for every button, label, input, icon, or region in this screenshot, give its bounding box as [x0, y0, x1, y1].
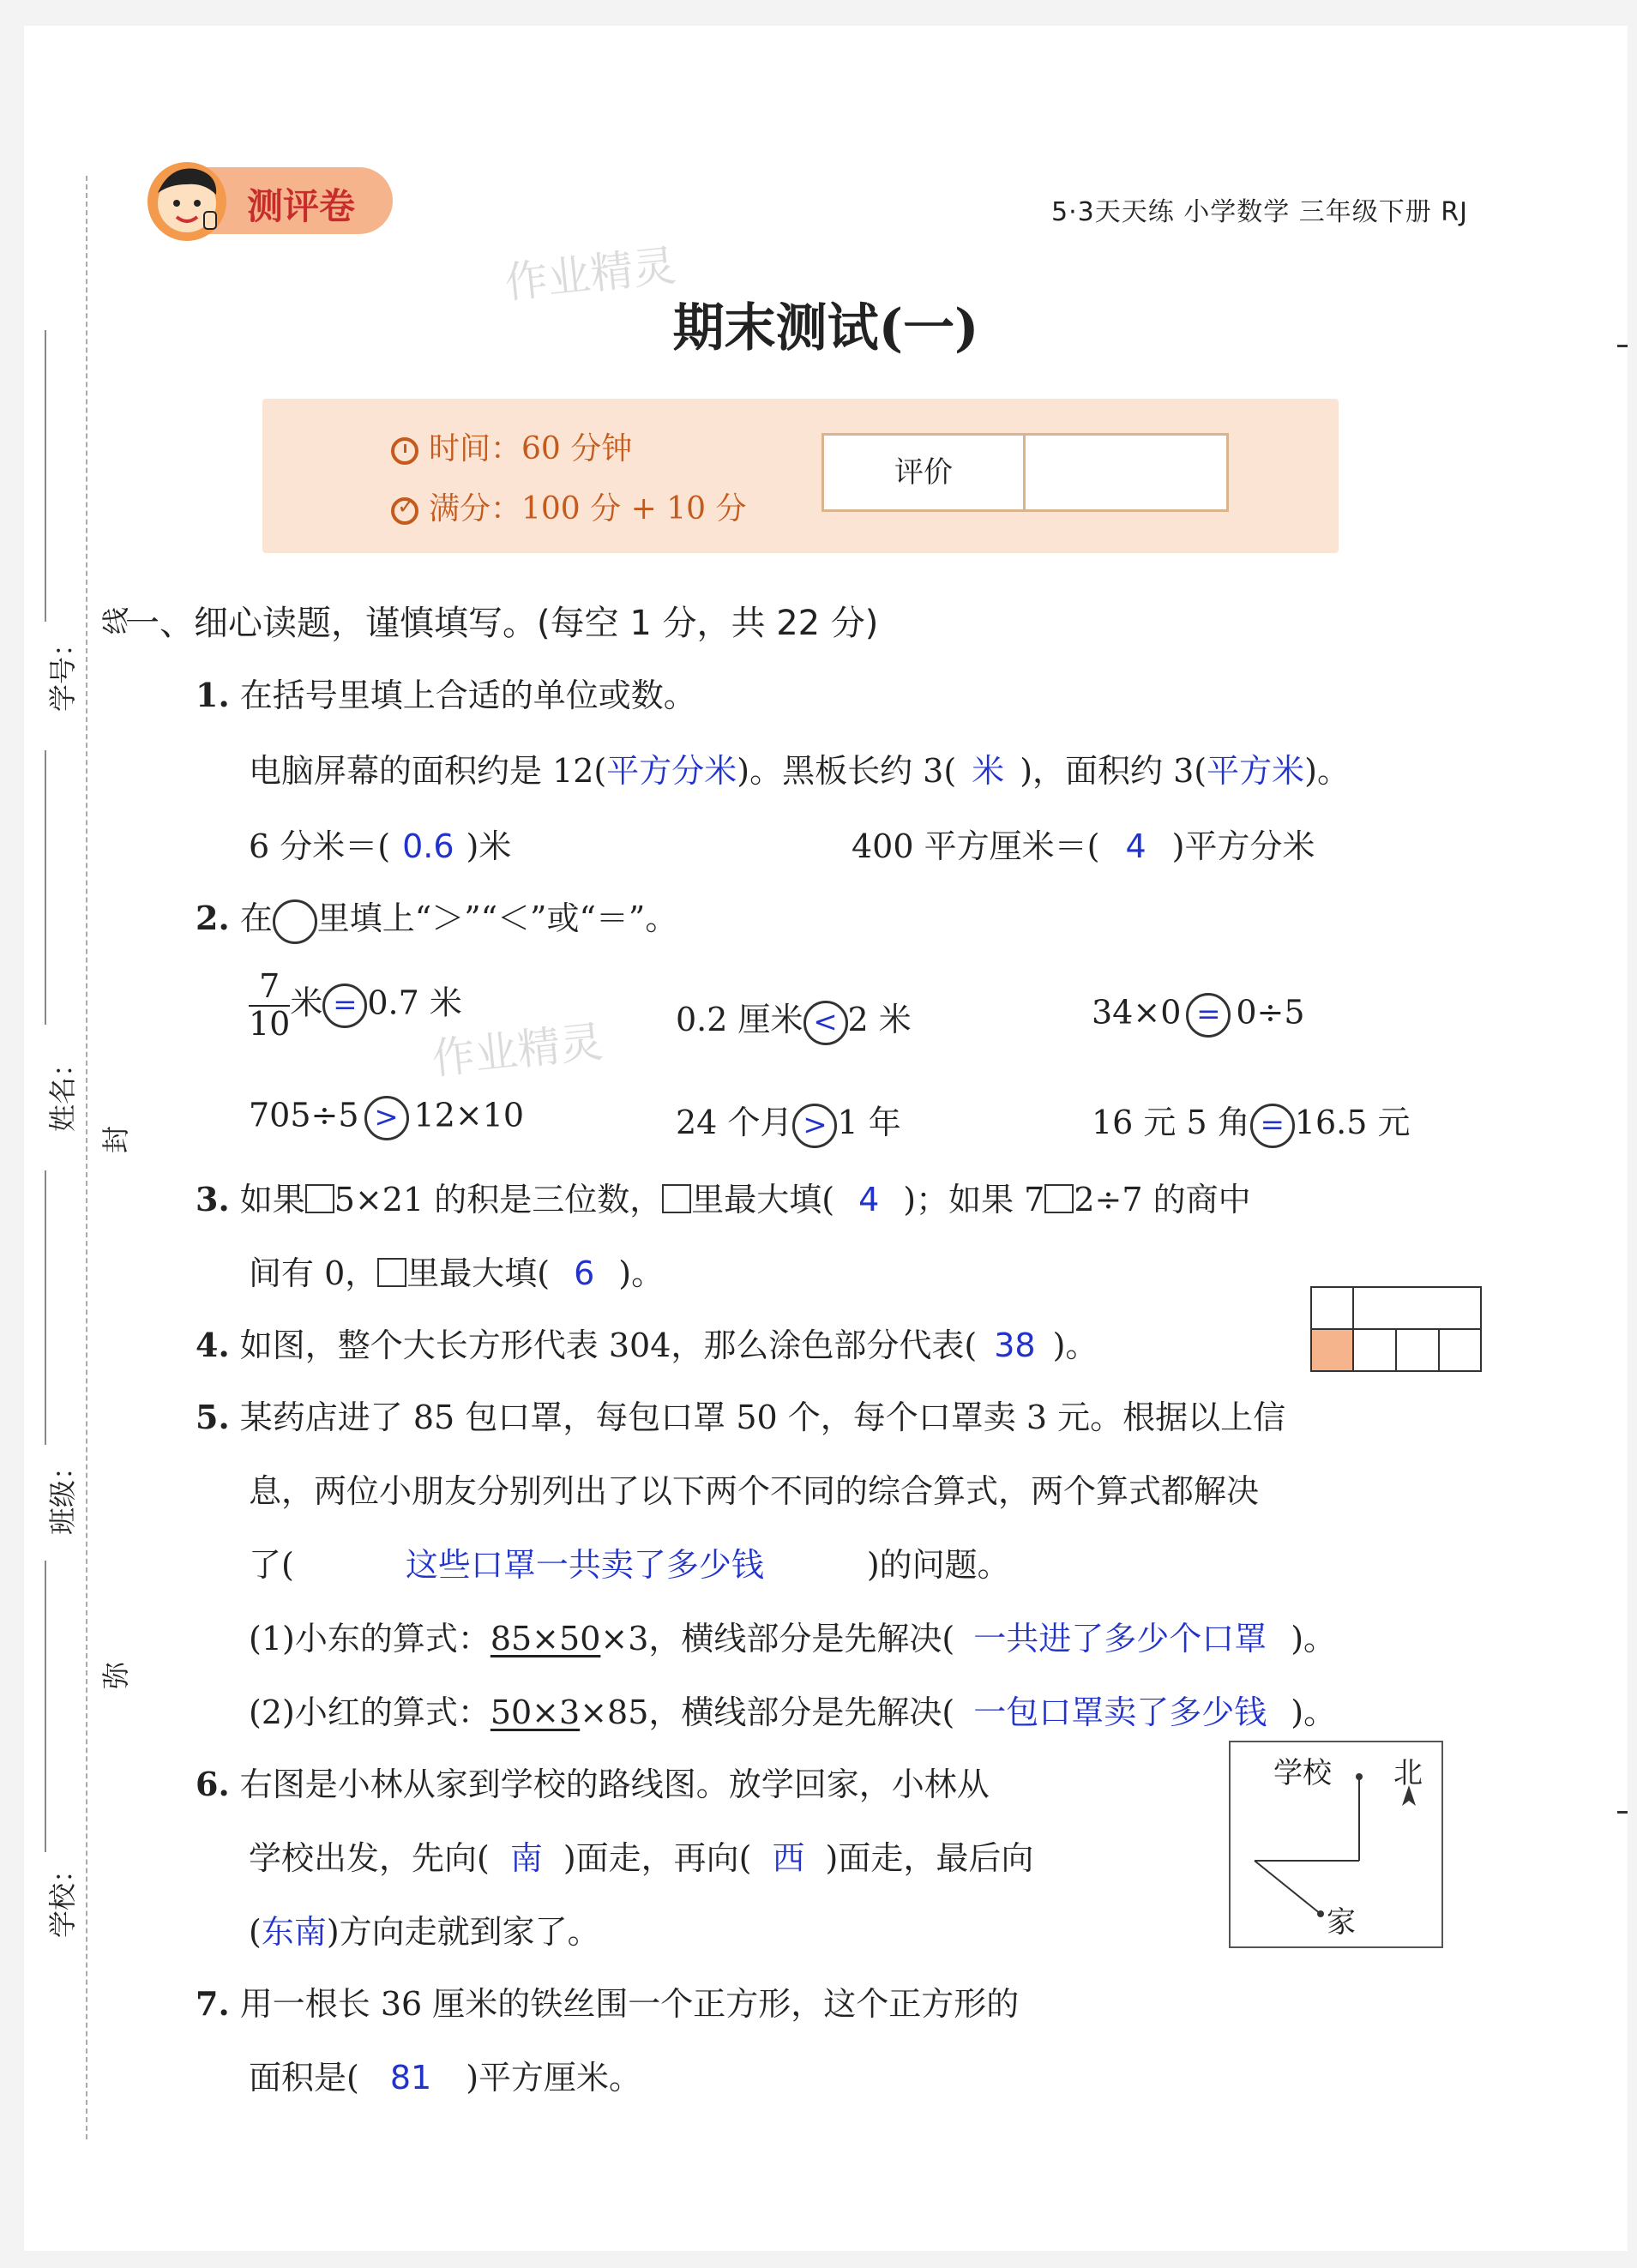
q2-item-5-right: 1 年 [837, 1104, 901, 1141]
q5-text-1: 某药店进了 85 包口罩，每包口罩 50 个，每个口罩卖 3 元。根据以上信 [239, 1399, 1286, 1436]
blank-square-icon [662, 1184, 691, 1213]
q2-item-3-right: 0÷5 [1236, 993, 1305, 1032]
score-text: 满分：100 分 + 10 分 [429, 491, 747, 526]
q6-answer-2: 西 [772, 1839, 805, 1877]
binding-dashed-line [86, 176, 87, 2139]
student-id-line [45, 330, 46, 622]
q6-answer-1: 南 [509, 1839, 543, 1877]
check-icon [391, 497, 418, 525]
q3-text-g: 里最大填( [406, 1254, 551, 1292]
q6-text-2b: )面走，再向( [563, 1839, 752, 1877]
map-home-label: 家 [1327, 1905, 1356, 1940]
q5-sub-1-b: ×3，横线部分是先解决( [600, 1620, 955, 1657]
q3-text-e: 2÷7 的商中 [1074, 1181, 1251, 1218]
q5-answer-1: 这些口罩一共卖了多少钱 [405, 1546, 764, 1584]
q2-answer-4: > [364, 1096, 409, 1140]
q2-text-a: 在 [239, 899, 273, 937]
q7-text-1: 用一根长 36 厘米的铁丝围一个正方形，这个正方形的 [239, 1985, 1020, 2023]
q5-sub-1-c: )。 [1291, 1620, 1337, 1657]
q4-text-end: )。 [1052, 1327, 1098, 1364]
q1-line1 [249, 744, 1350, 791]
q5-text-3b: )的问题。 [866, 1546, 1010, 1584]
q5-answer-2: 一共进了多少个口罩 [973, 1620, 1267, 1657]
q6-line1 [196, 1758, 990, 1805]
watermark-2: 作业精灵 [429, 1016, 605, 1085]
clock-icon [391, 437, 418, 465]
q2-item-3 [1092, 993, 1305, 1038]
q1-answer-1: 平方分米 [606, 752, 737, 790]
score-row [391, 484, 746, 528]
q3-line1 [196, 1173, 1251, 1220]
q2-item-5 [676, 1096, 901, 1148]
q6-text-3b: )方向走就到家了。 [326, 1913, 600, 1951]
q3-answer-1: 4 [858, 1181, 880, 1218]
q5-line3 [249, 1538, 1010, 1585]
school-line [45, 1561, 46, 1852]
evaluation-label: 评价 [824, 436, 1026, 509]
q3-text-a: 如果 [239, 1181, 305, 1218]
q5-sub-2-c: )。 [1291, 1693, 1337, 1731]
q3-text-b: 5×21 的积是三位数， [334, 1181, 663, 1218]
map-north-label: 北 [1393, 1756, 1423, 1790]
q2-item-5-left: 24 个月 [676, 1104, 793, 1141]
q1-text-h: )平方分米 [1171, 827, 1315, 865]
q2-answer-3: = [1186, 993, 1231, 1038]
q1-number: 1. [196, 676, 230, 714]
q3-text-h: )。 [618, 1254, 665, 1292]
edge-tick [1617, 1811, 1628, 1814]
fraction-denominator: 10 [249, 1004, 291, 1043]
name-label: 姓名： [46, 1049, 79, 1132]
name-line [45, 750, 46, 1025]
q5-sub-2-underlined: 50×3 [490, 1693, 581, 1731]
fraction-numerator: 7 [249, 969, 290, 1007]
q2-answer-5: > [792, 1104, 837, 1148]
route-map [1229, 1741, 1443, 1948]
q2-item-1-left: 米 [290, 984, 323, 1022]
q3-text-d: )；如果 7 [903, 1181, 1045, 1218]
q1-text: 在括号里填上合适的单位或数。 [239, 677, 696, 714]
watermark: 作业精灵 [502, 240, 678, 309]
q5-number: 5. [196, 1398, 230, 1436]
q4-number: 4. [196, 1326, 230, 1364]
q5-line1 [196, 1391, 1285, 1438]
q5-line2: 息，两位小朋友分别列出了以下两个不同的综合算式，两个算式都解决 [249, 1472, 1260, 1510]
q5-answer-3: 一包口罩卖了多少钱 [973, 1693, 1267, 1731]
q2-item-6-left: 16 元 5 角 [1092, 1104, 1250, 1141]
blank-square-icon [377, 1258, 406, 1287]
q5-sub-2-a: (2)小红的算式： [249, 1693, 490, 1731]
seal-mark-2: 弥 [99, 1661, 132, 1689]
q6-number: 6. [196, 1765, 230, 1803]
q2-item-2 [676, 993, 912, 1045]
q1-line3 [852, 820, 1315, 867]
q6-text-2c: )面走，最后向 [825, 1839, 1034, 1877]
q6-text-2a: 学校出发，先向( [249, 1839, 490, 1877]
edge-tick [1617, 345, 1628, 347]
q2-item-4 [249, 1096, 524, 1140]
q2-item-6-right: 16.5 元 [1294, 1104, 1411, 1141]
q3-number: 3. [196, 1180, 230, 1218]
test-badge-label: 测评卷 [247, 185, 356, 227]
q5-sub-1-a: (1)小东的算式： [249, 1620, 490, 1657]
student-id-label: 学号： [46, 629, 79, 712]
q2-prompt [196, 892, 677, 944]
q1-answer-3: 平方米 [1207, 752, 1305, 790]
fraction [249, 969, 290, 1043]
q5-sub-2-b: ×85，横线部分是先解决( [580, 1693, 955, 1731]
q6-text-1: 右图是小林从家到学校的路线图。放学回家，小林从 [239, 1766, 990, 1803]
map-school-label: 学校 [1273, 1756, 1332, 1790]
page-title: 期末测试(一) [672, 298, 979, 358]
q2-text-b: 里填上“＞”“＜”或“＝”。 [316, 899, 678, 937]
q2-answer-2: < [803, 1001, 848, 1045]
q1-answer-4: 0.6 [402, 827, 454, 865]
q4-answer: 38 [994, 1327, 1036, 1364]
q1-text-f: )米 [466, 827, 512, 865]
q7-answer: 81 [389, 2059, 432, 2097]
mascot-icon [144, 159, 230, 244]
q3-answer-2: 6 [574, 1254, 595, 1292]
q1-text-b: )。黑板长约 3( [737, 752, 957, 790]
q1-answer-2: 米 [972, 752, 1005, 790]
time-text: 时间：60 分钟 [429, 431, 633, 466]
q6-line3 [249, 1905, 600, 1952]
q7-text-2b: )平方厘米。 [466, 2059, 642, 2097]
q1-text-c: )，面积约 3( [1020, 752, 1207, 790]
q2-item-4-right: 12×10 [413, 1096, 525, 1134]
school-label: 学校： [46, 1855, 79, 1938]
q1-text-e: 6 分米＝( [249, 827, 391, 865]
q7-number: 7. [196, 1984, 230, 2023]
comparison-circle-icon [273, 899, 317, 944]
q2-answer-1: = [322, 984, 367, 1028]
q5-sub-1 [249, 1612, 1336, 1659]
q6-line2 [249, 1832, 1033, 1879]
q6-answer-3: 东南 [261, 1913, 327, 1951]
q5-text-3a: 了( [249, 1546, 294, 1584]
q5-sub-2 [249, 1686, 1336, 1733]
time-row [391, 424, 632, 468]
evaluation-box [822, 433, 1229, 512]
q3-text-c: 里最大填( [691, 1181, 835, 1218]
q6-text-3a: ( [249, 1913, 262, 1951]
q1-text-a: 电脑屏幕的面积约是 12( [249, 752, 607, 790]
q7-line2 [249, 2051, 641, 2098]
q1-line2 [249, 820, 511, 867]
rectangle-diagram [1310, 1286, 1482, 1372]
worksheet-page [24, 26, 1628, 2251]
q2-item-4-left: 705÷5 [249, 1096, 359, 1134]
q4-text: 如图，整个大长方形代表 304，那么涂色部分代表( [239, 1327, 978, 1364]
q2-item-3-left: 34×0 [1092, 993, 1182, 1032]
cut-line-mark: 线 [99, 606, 132, 635]
info-box [262, 399, 1339, 553]
q7-text-2a: 面积是( [249, 2059, 359, 2097]
section-title: 一、细心读题，谨慎填写。(每空 1 分，共 22 分) [125, 604, 879, 643]
q7-line1 [196, 1977, 1019, 2024]
blank-square-icon [305, 1184, 334, 1213]
q2-item-2-right: 2 米 [847, 1001, 912, 1038]
q2-item-1-right: 0.7 米 [367, 984, 462, 1022]
class-line [45, 1170, 46, 1445]
q2-number: 2. [196, 899, 230, 937]
q2-item-6 [1092, 1096, 1410, 1148]
q3-line2 [249, 1247, 664, 1294]
class-label: 班级： [46, 1452, 79, 1535]
q3-text-f: 间有 0， [249, 1254, 378, 1292]
q5-sub-1-underlined: 85×50 [490, 1620, 601, 1657]
q2-item-2-left: 0.2 厘米 [676, 1001, 803, 1038]
q1-answer-5: 4 [1125, 827, 1147, 865]
series-info: 5·3天天练 小学数学 三年级下册 RJ [1050, 197, 1468, 227]
q4-line [196, 1319, 1098, 1366]
q1-prompt [196, 669, 696, 716]
q2-answer-6: = [1250, 1104, 1295, 1148]
seal-mark: 封 [99, 1125, 132, 1153]
blank-square-icon [1044, 1184, 1074, 1213]
q1-text-g: 400 平方厘米＝( [852, 827, 1100, 865]
q1-text-d: )。 [1304, 752, 1350, 790]
